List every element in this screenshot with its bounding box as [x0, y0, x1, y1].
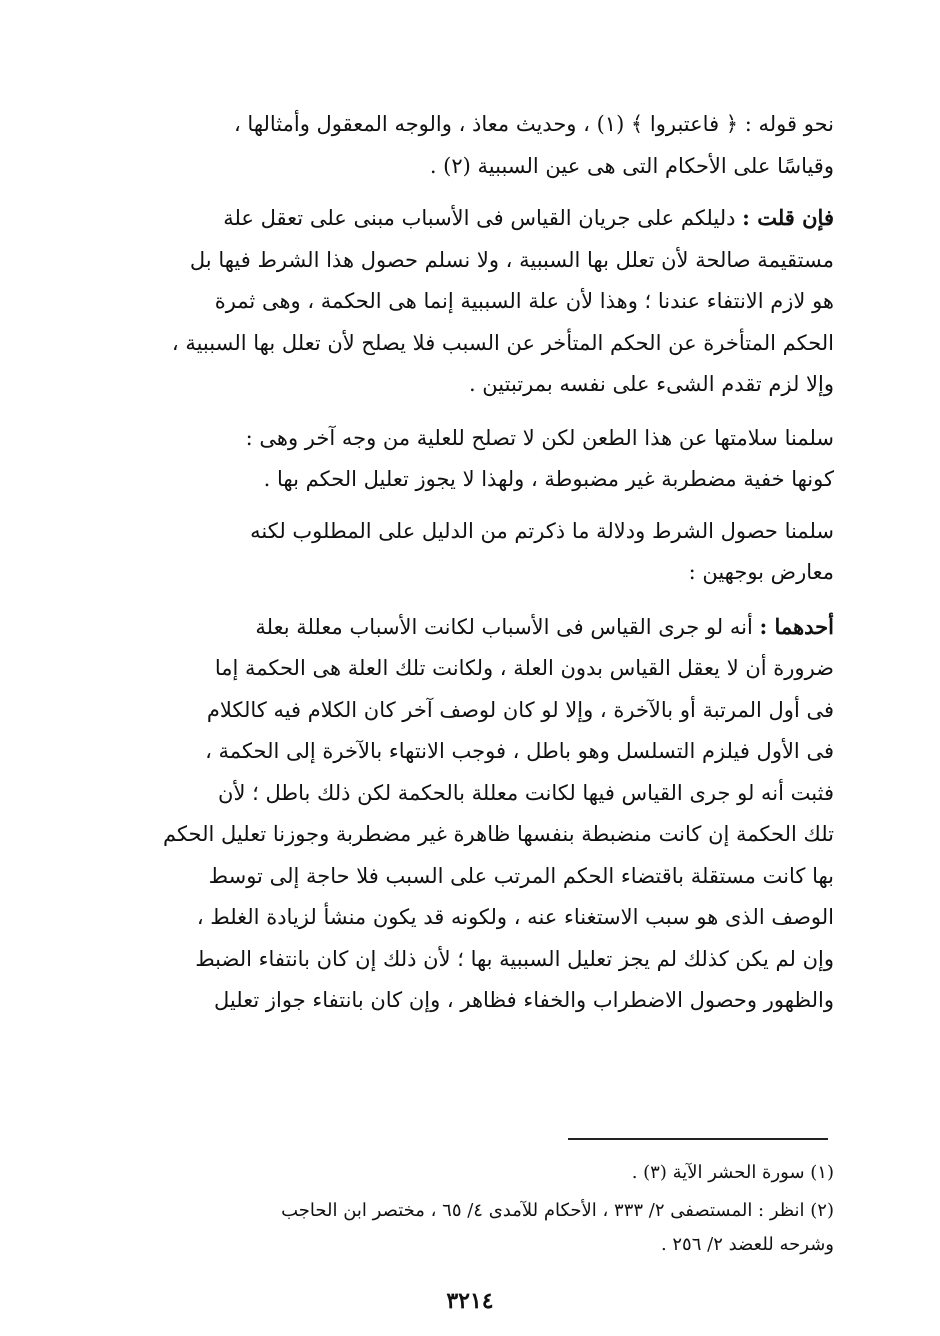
paragraph-5-text: أنه لو جرى القياس فى الأسباب لكانت الأسباب معللة بعلة ضرورة أن لا يعقل القياس بدون العلة ، ولكانت تلك العلة هى الحكمة إما فى أول المرتبة أو بالآخرة ، وإلا لو كان لوصف آخر كان الكلام فيه كالكلام فى الأول فيلزم التسلسل وهو باطل ، فوجب الانتهاء بالآخرة إلى الحكمة ، فثبت أنه لو جرى القياس فيها لكانت معللة بالحكمة لكن ذلك باطل ؛ لأن تلك الحكمة إن كانت منضبطة بنفسها ظاهرة غير مضطربة وجوزنا تعليل الحكم بها كانت مستقلة باقتضاء الحكم المرتب على السبب فلا حاجة إلى توسط الوصف الذى هو سبب الاستغناء عنه ، ولكونه قد يكون منشأ لزيادة الغلط ، وإن لم يكن كذلك لم يجز تعليل السببية بها ؛ لأن ذلك إن كان بانتفاء الضبط والظهور وحصول الاضطراب والخفاء فظاهر ، وإن كان بانتفاء جواز تعليل	[162, 614, 834, 1012]
footnote-divider	[568, 1138, 828, 1140]
paragraph-2-lead: فإن قلت :	[742, 205, 834, 230]
paragraph-4	[112, 511, 834, 594]
paragraph-2-text: دليلكم على جريان القياس فى الأسباب مبنى على تعقل علة مستقيمة صالحة لأن تعلل بها السببية ، ولا نسلم حصول هذا الشرط فيها بل هو لازم الانتفاء عندنا ؛ وهذا لأن علة السببية إنما هى الحكمة ، وهى ثمرة الحكم المتأخرة عن الحكم المتأخر عن السبب فلا يصلح لأن تعلل بها السببية ، وإلا لزم تقدم الشىء على نفسه بمرتبتين .	[171, 206, 834, 396]
paragraph-4-text: سلمنا حصول الشرط ودلالة ما ذكرتم من الدليل على المطلوب لكنه معارض بوجهين :	[250, 518, 834, 584]
main-text	[112, 104, 834, 1022]
footnote-1: (١) سورة الحشر الآية (٣) .	[631, 1162, 834, 1183]
paragraph-1-text: نحو قوله : ﴿ فاعتبروا ﴾ (١) ، وحديث معاذ ، والوجه المعقول وأمثالها ، وقياسًا على الأحكام التى هى عين السببية (٢) .	[233, 112, 834, 178]
paragraph-3-text: سلمنا سلامتها عن هذا الطعن لكن لا تصلح للعلية من وجه آخر وهى : كونها خفية مضطربة غير مضبوطة ، ولهذا لا يجوز تعليل الحكم بها .	[245, 425, 834, 491]
paragraph-3	[112, 418, 834, 501]
paragraph-2	[112, 197, 834, 406]
paragraph-5-lead: أحدهما :	[759, 613, 834, 639]
paragraph-5	[112, 606, 834, 1022]
paragraph-1	[112, 104, 834, 187]
footnotes	[112, 1156, 834, 1266]
footnote-2: (٢) انظر : المستصفى ٢/ ٣٣٣ ، الأحكام للآمدى ٤/ ٦٥ ، مختصر ابن الحاجب وشرحه للعضد ٢/ ٢٥٦ .	[281, 1200, 834, 1255]
page-number: ٣٢١٤	[446, 1288, 494, 1314]
